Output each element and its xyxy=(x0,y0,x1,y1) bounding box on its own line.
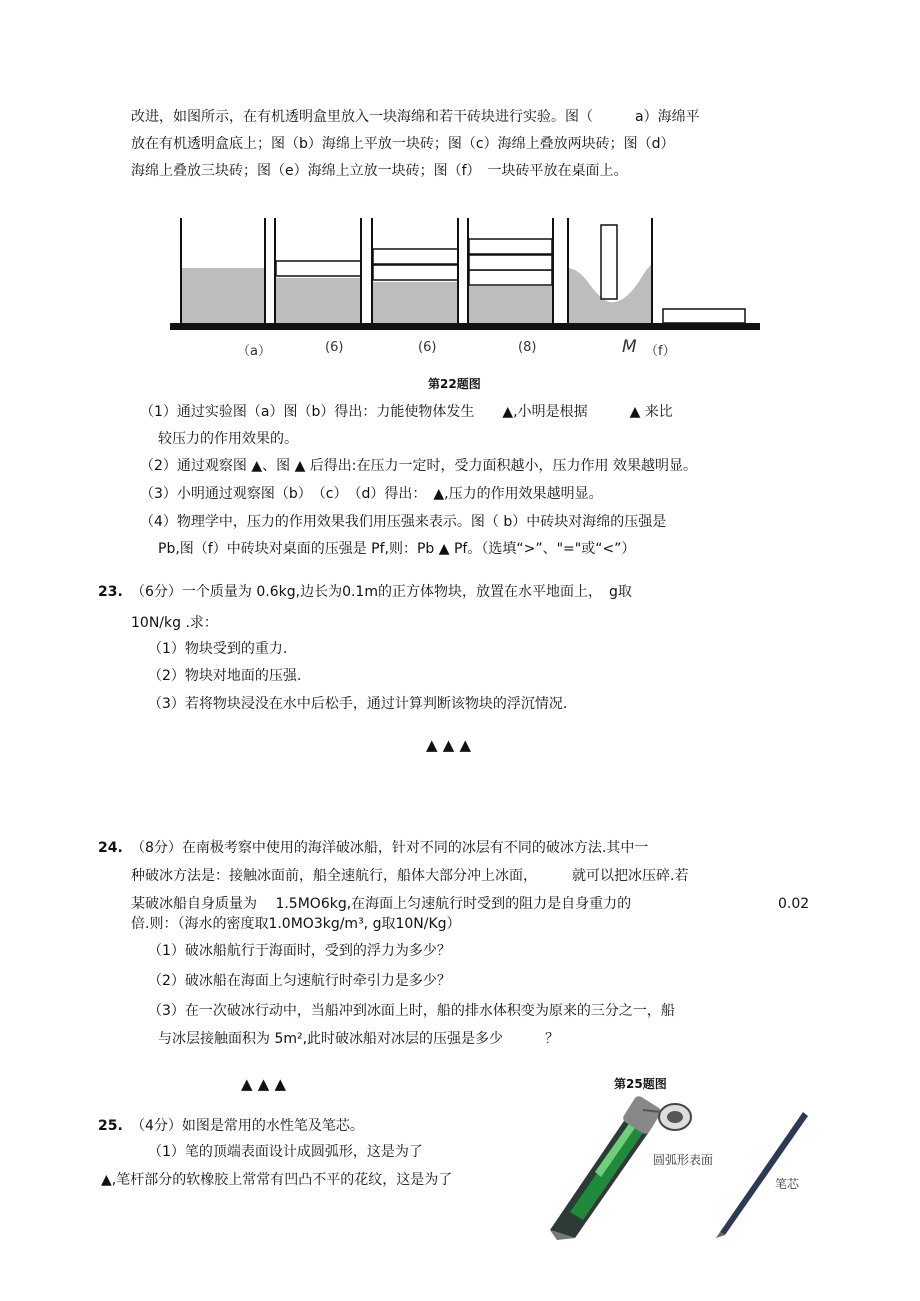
q22-part-4-cont: Pb,图（f）中砖块对桌面的压强是 Pf,则：Pb ▲ Pf。（选填“>”、"="或“<”） xyxy=(158,541,636,557)
q22-part-3: （3）小明通过观察图（b） （c） （d）得出： ▲,压力的作用效果越明显。 xyxy=(140,486,603,502)
q24-stem: （8分）在南极考察中使用的海洋破冰船，针对不同的冰层有不同的破冰方法.其中一 xyxy=(131,840,649,856)
table-surface xyxy=(170,323,760,330)
label-b: (6) xyxy=(325,340,344,355)
q23-number: 23. xyxy=(98,584,123,600)
brick-f xyxy=(663,309,745,323)
box-e xyxy=(568,218,652,323)
q24-stem-4: 倍.则：（海水的密度取1.0MO3kg/m³, g取10N/Kg） xyxy=(131,916,461,932)
q23-stem: （6分）一个质量为 0.6kg,边长为0.1m的正方体物块，放置在水平地面上， g取 xyxy=(131,584,632,600)
box-c xyxy=(372,218,458,323)
q25-sub-1-cont: ▲,笔杆部分的软橡胶上常常有凹凸不平的花纹，这是为了 xyxy=(101,1172,453,1188)
q24-sub-2: （2）破冰船在海面上匀速航行时牵引力是多少？ xyxy=(148,973,451,989)
q23-sub-1: （1）物块受到的重力. xyxy=(148,641,288,657)
q25-number: 25. xyxy=(98,1118,123,1134)
pen-icon xyxy=(550,1094,691,1240)
box-a xyxy=(181,218,265,323)
box-b xyxy=(275,218,361,323)
q23-answer-marks: ▲ ▲ ▲ xyxy=(426,736,472,754)
label-refill: 笔芯 xyxy=(775,1177,800,1191)
q24-number: 24. xyxy=(98,840,123,856)
intro-line-3: 海绵上叠放三块砖；图（e）海绵上立放一块砖；图（f） 一块砖平放在桌面上。 xyxy=(131,163,628,179)
figure-25-caption: 第25题图 xyxy=(614,1077,667,1091)
q25-stem: （4分）如图是常用的水性笔及笔芯。 xyxy=(131,1118,364,1134)
q22-part-1-cont: 较压力的作用效果的。 xyxy=(158,431,298,447)
intro-line-2: 放在有机透明盒底上；图（b）海绵上平放一块砖；图（c）海绵上叠放两块砖；图（d） xyxy=(131,136,675,152)
q24-sub-3: （3）在一次破冰行动中，当船冲到冰面上时，船的排水体积变为原来的三分之一，船 xyxy=(148,1003,675,1019)
label-e: M xyxy=(622,337,637,357)
q24-sub-3-cont: 与冰层接触面积为 5m²,此时破冰船对冰层的压强是多少 ？ xyxy=(158,1031,560,1047)
figure-22-diagram xyxy=(165,210,765,360)
box-d xyxy=(468,218,553,323)
q24-sub-1: （1）破冰船航行于海面时，受到的浮力为多少？ xyxy=(148,943,451,959)
intro-line-1: 改进，如图所示，在有机透明盒里放入一块海绵和若干砖块进行实验。图（ a）海绵平 xyxy=(131,109,700,125)
q23-stem-cont: 10N/kg .求： xyxy=(131,615,218,631)
label-c: (6) xyxy=(418,340,437,355)
q23-sub-2: （2）物块对地面的压强. xyxy=(148,668,302,684)
label-f: （f） xyxy=(645,344,676,359)
figure-22-caption: 第22题图 xyxy=(428,377,481,391)
q24-stem-3-value: 0.02 xyxy=(778,896,810,912)
label-d: (8) xyxy=(518,340,537,355)
q24-stem-3: 某破冰船自身质量为 1.5MO6kg,在海面上匀速航行时受到的阻力是自身重力的 xyxy=(131,896,632,912)
label-arc-surface: 圆弧形表面 xyxy=(653,1153,714,1167)
figure-25-pen xyxy=(535,1092,825,1242)
refill-icon xyxy=(716,1112,808,1238)
q24-stem-2: 种破冰方法是：接触冰面前，船全速航行，船体大部分冲上冰面， 就可以把冰压碎.若 xyxy=(131,868,689,884)
q22-part-1: （1）通过实验图（a）图（b）得出：力能使物体发生 ▲,小明是根据 ▲ 来比 xyxy=(140,404,673,420)
label-a: （a） xyxy=(237,344,271,359)
q23-sub-3: （3）若将物块浸没在水中后松手，通过计算判断该物块的浮沉情况. xyxy=(148,696,568,712)
q24-answer-marks: ▲ ▲ ▲ xyxy=(241,1075,287,1093)
q22-part-4: （4）物理学中，压力的作用效果我们用压强来表示。图（ b）中砖块对海绵的压强是 xyxy=(140,514,667,530)
q25-sub-1: （1）笔的顶端表面设计成圆弧形，这是为了 xyxy=(148,1144,423,1160)
q22-part-2: （2）通过观察图 ▲、图 ▲ 后得出:在压力一定时，受力面积越小，压力作用 效果越明显。 xyxy=(140,458,697,474)
